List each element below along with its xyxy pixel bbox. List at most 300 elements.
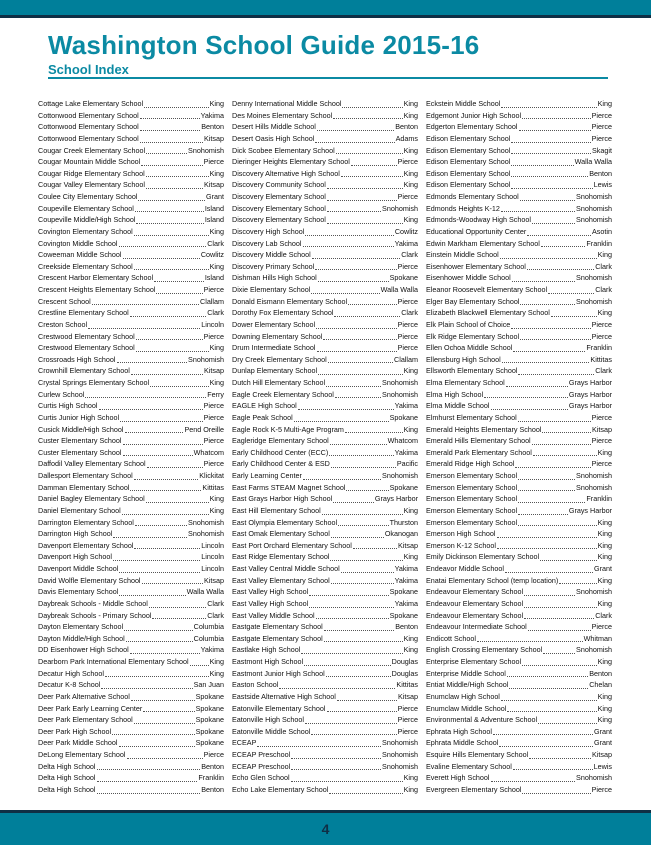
county-name: Benton [589, 668, 612, 678]
index-entry [38, 772, 224, 784]
county-name: Okanogan [384, 529, 418, 539]
leader-dots [324, 630, 395, 631]
county-name: Grant [594, 726, 612, 736]
county-name: Cowlitz [200, 250, 224, 260]
leader-dots [294, 421, 389, 422]
index-entry [232, 737, 418, 749]
school-name: Deer Park Alternative School [38, 691, 130, 701]
county-name: Pierce [397, 296, 418, 306]
county-name: Spokane [389, 587, 418, 597]
leader-dots [540, 560, 597, 561]
county-name: Walla Walla [186, 587, 224, 597]
school-name: East Valley High School [232, 587, 309, 597]
index-entry [38, 737, 224, 749]
school-name: Creston School [38, 319, 88, 329]
school-name: Damman Elementary School [38, 482, 130, 492]
school-name: Coupeville Middle/High School [38, 215, 136, 225]
school-name: Emerson Elementary School [426, 471, 518, 480]
county-name: Douglas [391, 657, 418, 666]
county-name: Island [204, 215, 224, 225]
leader-dots [143, 711, 194, 712]
index-entry [38, 389, 224, 401]
school-name: Deer Park Middle School [38, 738, 118, 748]
county-name: King [403, 784, 418, 794]
county-name: Pierce [591, 133, 612, 143]
county-name: Klickitat [199, 471, 224, 480]
leader-dots [353, 548, 397, 549]
school-name: Educational Opportunity Center [426, 226, 527, 236]
leader-dots [342, 107, 402, 108]
leader-dots [345, 432, 403, 433]
leader-dots [119, 595, 185, 596]
school-name: East Hill Elementary School [232, 505, 321, 515]
county-name: Snohomish [576, 192, 612, 201]
index-entry [38, 563, 224, 575]
school-name: Endicott School [426, 633, 476, 643]
leader-dots [333, 502, 374, 503]
school-name: Early Learning Center [232, 471, 302, 480]
index-entry [232, 575, 418, 587]
county-name: Yakima [200, 645, 224, 655]
leader-dots [122, 514, 209, 515]
school-name: East Port Orchard Elementary School [232, 540, 352, 550]
index-entry [232, 784, 418, 796]
leader-dots [146, 502, 209, 503]
leader-dots [511, 328, 590, 329]
index-entry [232, 551, 418, 563]
index-entry [38, 598, 224, 610]
county-name: Clark [595, 610, 612, 620]
leader-dots [152, 618, 206, 619]
leader-dots [518, 514, 568, 515]
leader-dots [318, 374, 403, 375]
school-name: East Valley Elementary School [232, 575, 330, 585]
leader-dots [497, 548, 597, 549]
leader-dots [330, 560, 402, 561]
leader-dots [512, 281, 575, 282]
school-name: Crestwood Elementary School [38, 331, 135, 341]
leader-dots [291, 758, 381, 759]
leader-dots [522, 665, 597, 666]
school-name: Eastmont Junior High School [232, 668, 325, 678]
school-name: Crownhill Elementary School [38, 366, 130, 376]
index-entry [38, 714, 224, 726]
county-name: San Juan [193, 680, 224, 690]
school-name: Dower Elementary School [232, 319, 316, 329]
school-name: Cottonwood Elementary School [38, 110, 139, 120]
index-entry [426, 528, 612, 540]
leader-dots [123, 258, 200, 259]
index-entry [232, 331, 418, 343]
index-entry [232, 389, 418, 401]
county-name: Kitsap [398, 691, 418, 701]
school-name: Curlew School [38, 389, 85, 399]
leader-dots [502, 362, 590, 363]
leader-dots [134, 723, 195, 724]
index-entry [232, 505, 418, 517]
index-entry [232, 354, 418, 366]
leader-dots [301, 653, 402, 654]
leader-dots [522, 793, 590, 794]
county-name: Whatcom [193, 447, 224, 457]
index-entry [38, 505, 224, 517]
leader-dots [134, 548, 200, 549]
school-name: Echo Lake Elementary School [232, 784, 329, 794]
index-entry [38, 272, 224, 284]
leader-dots [136, 351, 209, 352]
county-name: Yakima [394, 598, 418, 608]
leader-dots [329, 455, 393, 456]
school-name: Covington Elementary School [38, 226, 133, 236]
leader-dots [327, 711, 397, 712]
school-name: Enterprise Elementary School [426, 657, 522, 666]
county-name: King [597, 703, 612, 713]
county-name: Snohomish [382, 389, 418, 399]
school-name: Emily Dickinson Elementary School [426, 552, 540, 562]
school-name: Eatonville High School [232, 715, 304, 725]
leader-dots [524, 607, 597, 608]
county-name: King [597, 308, 612, 318]
leader-dots [134, 479, 199, 480]
leader-dots [142, 583, 203, 584]
index-entry [232, 482, 418, 494]
school-name: Delta High School [38, 761, 96, 771]
index-entry [426, 284, 612, 296]
school-name: Creekside Elementary School [38, 261, 133, 271]
leader-dots [119, 746, 195, 747]
leader-dots [113, 537, 187, 538]
county-name: King [209, 668, 224, 678]
county-name: Spokane [195, 691, 224, 701]
leader-dots [328, 362, 393, 363]
index-entry [232, 435, 418, 447]
county-name: Snohomish [382, 761, 418, 771]
school-name: Decatur High School [38, 668, 104, 678]
school-name: Davenport Middle School [38, 564, 119, 573]
school-name: Edison Elementary School [426, 157, 511, 167]
school-name: Dearborn Park International Elementary School [38, 657, 189, 666]
index-entry [426, 772, 612, 784]
index-entry [38, 482, 224, 494]
index-entry [232, 98, 418, 110]
leader-dots [146, 176, 209, 177]
index-entry [232, 203, 418, 215]
county-name: Pierce [397, 331, 418, 341]
county-name: Lincoln [201, 319, 224, 329]
school-name: Endeavour Intermediate School [426, 622, 527, 632]
county-name: Grays Harbor [568, 401, 612, 411]
school-name: Dick Scobee Elementary School [232, 145, 335, 155]
leader-dots [511, 176, 588, 177]
county-name: King [597, 540, 612, 550]
leader-dots [326, 676, 391, 677]
leader-dots [507, 676, 588, 677]
school-name: Curtis High School [38, 401, 98, 411]
county-name: Snohomish [576, 482, 612, 492]
county-name: Snohomish [576, 773, 612, 783]
index-entry [232, 714, 418, 726]
school-name: East Valley Middle School [232, 610, 315, 620]
index-entry [38, 307, 224, 319]
leader-dots [524, 595, 575, 596]
school-name: Cottonwood Elementary School [38, 133, 139, 143]
school-name: East Ridge Elementary School [232, 552, 330, 562]
leader-dots [318, 281, 389, 282]
index-entry [426, 121, 612, 133]
index-entry [426, 749, 612, 761]
school-name: Eastgate Elementary School [232, 622, 323, 632]
county-name: Whatcom [387, 436, 418, 446]
index-entry [38, 656, 224, 668]
index-entry [38, 377, 224, 389]
school-name: Eagle Rock K-5 Multi-Age Program [232, 424, 344, 434]
index-entry [232, 691, 418, 703]
school-name: Easton School [232, 680, 279, 690]
county-name: Island [204, 203, 224, 213]
leader-dots [515, 467, 590, 468]
school-name: Edison Elementary School [426, 133, 511, 143]
leader-dots [304, 665, 391, 666]
index-entry [232, 261, 418, 273]
leader-dots [493, 734, 593, 735]
county-name: King [209, 494, 224, 504]
county-name: King [403, 145, 418, 155]
county-name: Franklin [586, 343, 612, 353]
county-name: Pierce [203, 157, 224, 167]
school-name: Deer Park Elementary School [38, 715, 133, 725]
leader-dots [311, 734, 396, 735]
county-name: King [403, 180, 418, 190]
school-name: Elma Elementary School [426, 378, 505, 387]
school-name: Crestwood Elementary School [38, 343, 135, 353]
leader-dots [351, 165, 397, 166]
leader-dots [331, 467, 396, 468]
county-name: Benton [201, 761, 224, 771]
county-name: King [597, 691, 612, 701]
index-entry [232, 133, 418, 145]
school-name: Daybreak Schools - Middle School [38, 598, 148, 608]
index-entry [426, 214, 612, 226]
leader-dots [513, 769, 593, 770]
county-name: King [403, 110, 418, 120]
school-name: Elmhurst Elementary School [426, 412, 517, 422]
leader-dots [127, 758, 203, 759]
school-name: Discovery Elementary School [232, 215, 326, 225]
index-entry [426, 563, 612, 575]
index-entry [38, 575, 224, 587]
school-name: Edmonds Heights K-12 [426, 203, 500, 213]
index-entry [232, 168, 418, 180]
index-entry [426, 493, 612, 505]
county-name: King [403, 424, 418, 434]
leader-dots [303, 479, 381, 480]
index-entry [426, 540, 612, 552]
index-entry [426, 156, 612, 168]
school-name: Endeavour Elementary School [426, 610, 524, 620]
index-entry [38, 703, 224, 715]
county-name: Pierce [591, 784, 612, 794]
leader-dots [499, 746, 593, 747]
school-name: Davis Elementary School [38, 587, 119, 597]
county-name: Pierce [397, 726, 418, 736]
index-entry [426, 435, 612, 447]
county-name: Snohomish [188, 354, 224, 364]
county-name: Skagit [592, 145, 612, 155]
index-entry [426, 656, 612, 668]
leader-dots [511, 165, 573, 166]
school-name: Enatai Elementary School (temp location) [426, 575, 559, 585]
school-name: Discovery Elementary School [232, 203, 326, 213]
school-name: Donald Eismann Elementary School [232, 296, 348, 306]
leader-dots [484, 397, 568, 398]
leader-dots [315, 142, 394, 143]
leader-dots [309, 595, 388, 596]
index-entry [426, 179, 612, 191]
school-name: Entiat Middle/High School [426, 680, 509, 690]
index-entry [38, 610, 224, 622]
index-entry [426, 319, 612, 331]
index-entry [426, 737, 612, 749]
leader-dots [520, 304, 575, 305]
school-name: Desert Hills Middle School [232, 122, 316, 132]
county-name: King [403, 215, 418, 225]
school-name: Cottonwood Elementary School [38, 122, 139, 132]
index-entry [426, 714, 612, 726]
index-entry [232, 145, 418, 157]
index-entry [38, 226, 224, 238]
leader-dots [518, 421, 591, 422]
index-entry [232, 412, 418, 424]
leader-dots [97, 769, 201, 770]
leader-dots [140, 130, 201, 131]
county-name: Benton [589, 168, 612, 178]
index-entry [232, 179, 418, 191]
leader-dots [335, 397, 381, 398]
school-name: Emerald Ridge High School [426, 459, 515, 469]
index-entry [38, 458, 224, 470]
leader-dots [331, 537, 384, 538]
county-name: Kitsap [204, 366, 224, 376]
index-entry [232, 226, 418, 238]
county-name: Grays Harbor [568, 505, 612, 515]
county-name: King [597, 517, 612, 527]
school-name: DeLong Elementary School [38, 750, 126, 759]
county-name: Benton [201, 122, 224, 132]
school-name: EAGLE High School [232, 401, 297, 411]
leader-dots [524, 618, 594, 619]
school-name: Crystal Springs Elementary School [38, 378, 150, 387]
county-name: Snohomish [576, 471, 612, 480]
leader-dots [141, 165, 202, 166]
school-name: English Crossing Elementary School [426, 645, 543, 655]
school-name: East Valley Central Middle School [232, 564, 340, 573]
school-name: Ellsworth Elementary School [426, 366, 518, 376]
school-name: Edmonds Elementary School [426, 192, 519, 201]
index-column-2 [232, 98, 418, 796]
school-name: Einstein Middle School [426, 250, 499, 260]
county-name: Snohomish [576, 645, 612, 655]
county-name: King [597, 447, 612, 457]
index-entry [426, 551, 612, 563]
school-name: Edison Elementary School [426, 180, 511, 190]
county-name: Spokane [389, 273, 418, 283]
leader-dots [140, 142, 203, 143]
school-name: Des Moines Elementary School [232, 110, 333, 120]
county-name: King [403, 168, 418, 178]
leader-dots [112, 734, 195, 735]
index-entry [426, 226, 612, 238]
county-name: King [209, 378, 224, 387]
school-name: Ephrata High School [426, 726, 492, 736]
leader-dots [279, 688, 395, 689]
leader-dots [518, 479, 575, 480]
school-name: Endeavor Middle School [426, 564, 504, 573]
school-name: Esquire Hills Elementary School [426, 750, 529, 759]
index-entry [38, 517, 224, 529]
school-name: Edwin Markham Elementary School [426, 238, 540, 248]
county-name: King [209, 261, 224, 271]
school-name: Dishman Hills High School [232, 273, 317, 283]
leader-dots [316, 618, 389, 619]
county-name: Snohomish [576, 587, 612, 597]
school-name: Evergreen Elementary School [426, 784, 522, 794]
leader-dots [513, 351, 585, 352]
index-entry [426, 458, 612, 470]
index-entry [38, 133, 224, 145]
index-entry [426, 644, 612, 656]
county-name: Lincoln [201, 564, 224, 573]
index-entry [38, 203, 224, 215]
index-entry [232, 342, 418, 354]
leader-dots [312, 258, 401, 259]
leader-dots [97, 781, 198, 782]
county-name: Snohomish [382, 750, 418, 759]
index-entry [232, 249, 418, 261]
school-name: Eagle Creek Elementary School [232, 389, 334, 399]
school-name: Deer Park High School [38, 726, 112, 736]
school-name: Discovery Middle School [232, 250, 311, 260]
index-entry [426, 598, 612, 610]
school-name: Custer Elementary School [38, 447, 122, 457]
index-entry [426, 389, 612, 401]
leader-dots [532, 223, 575, 224]
index-entry [38, 342, 224, 354]
index-entry [232, 749, 418, 761]
school-name: Elk Plain School of Choice [426, 319, 511, 329]
school-name: Daffodil Valley Elementary School [38, 459, 146, 469]
leader-dots [124, 630, 193, 631]
school-name: Emerson High School [426, 529, 496, 539]
school-name: Eatonville Elementary School [232, 703, 326, 713]
school-name: East Grays Harbor High School [232, 494, 333, 504]
index-entry [426, 400, 612, 412]
school-name: Crescent School [38, 296, 91, 306]
school-name: Eisenhower Elementary School [426, 261, 526, 271]
school-name: Ellensburg High School [426, 354, 501, 364]
index-entry [232, 424, 418, 436]
index-entry [232, 377, 418, 389]
county-name: Lincoln [201, 552, 224, 562]
leader-dots [146, 188, 203, 189]
county-name: Pierce [591, 110, 612, 120]
school-name: Ephrata Middle School [426, 738, 499, 748]
index-entry [38, 633, 224, 645]
county-name: Snohomish [382, 471, 418, 480]
school-name: Echo Glen School [232, 773, 290, 783]
index-entry [38, 400, 224, 412]
index-entry [426, 482, 612, 494]
leader-dots [518, 490, 575, 491]
